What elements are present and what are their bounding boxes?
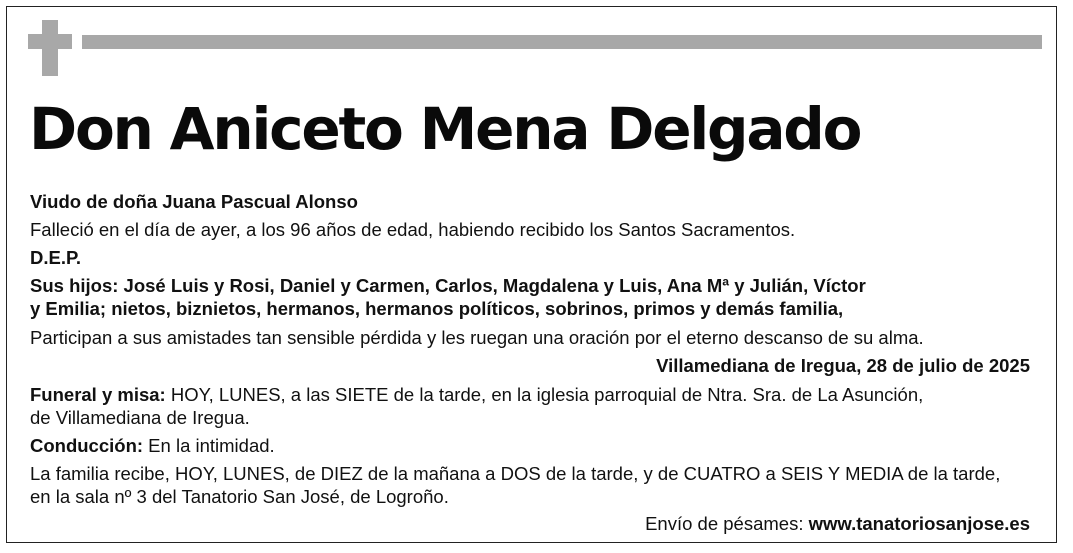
conduction-text: En la intimidad. [143, 435, 275, 456]
deceased-name: Don Aniceto Mena Delgado [29, 95, 861, 163]
reception-line-1: La familia recibe, HOY, LUNES, de DIEZ de la mañana a DOS de la tarde, y de CUATRO a SEIS Y MEDIA de la tarde, [30, 463, 1001, 484]
funeral-line-2: de Villamediana de Iregua. [30, 407, 250, 428]
widower-line: Viudo de doña Juana Pascual Alonso [30, 191, 358, 212]
rip-line: D.E.P. [30, 247, 82, 268]
passing-line: Falleció en el día de ayer, a los 96 años de edad, habiendo recibido los Santos Sacramentos. [30, 219, 796, 240]
funeral-label: Funeral y misa: [30, 384, 166, 405]
funeral-text: HOY, LUNES, a las SIETE de la tarde, en la iglesia parroquial de Ntra. Sra. de La Asunción, [165, 384, 924, 405]
family-line-2: y Emilia; nietos, biznietos, hermanos, hermanos políticos, sobrinos, primos y demás familia, [30, 298, 844, 319]
family-line-1: Sus hijos: José Luis y Rosi, Daniel y Carmen, Carlos, Magdalena y Luis, Ana Mª y Julián, Víctor [30, 275, 866, 296]
obituary-body [30, 190, 1030, 535]
conduction-label: Conducción: [30, 435, 144, 456]
header-rule [82, 35, 1042, 49]
condolences-label: Envío de pésames: [645, 513, 809, 534]
announcement-line: Participan a sus amistades tan sensible pérdida y les ruegan una oración por el eterno descanso de su alma. [30, 327, 924, 348]
funeral-line-1 [30, 383, 923, 406]
conduction-line [30, 434, 275, 457]
reception-line-2: en la sala nº 3 del Tanatorio San José, de Logroño. [30, 486, 449, 507]
condolences-line [645, 512, 1030, 535]
place-date: Villamediana de Iregua, 28 de julio de 2025 [656, 355, 1030, 376]
condolences-url[interactable]: www.tanatoriosanjose.es [808, 513, 1030, 534]
cross-icon [28, 20, 72, 76]
